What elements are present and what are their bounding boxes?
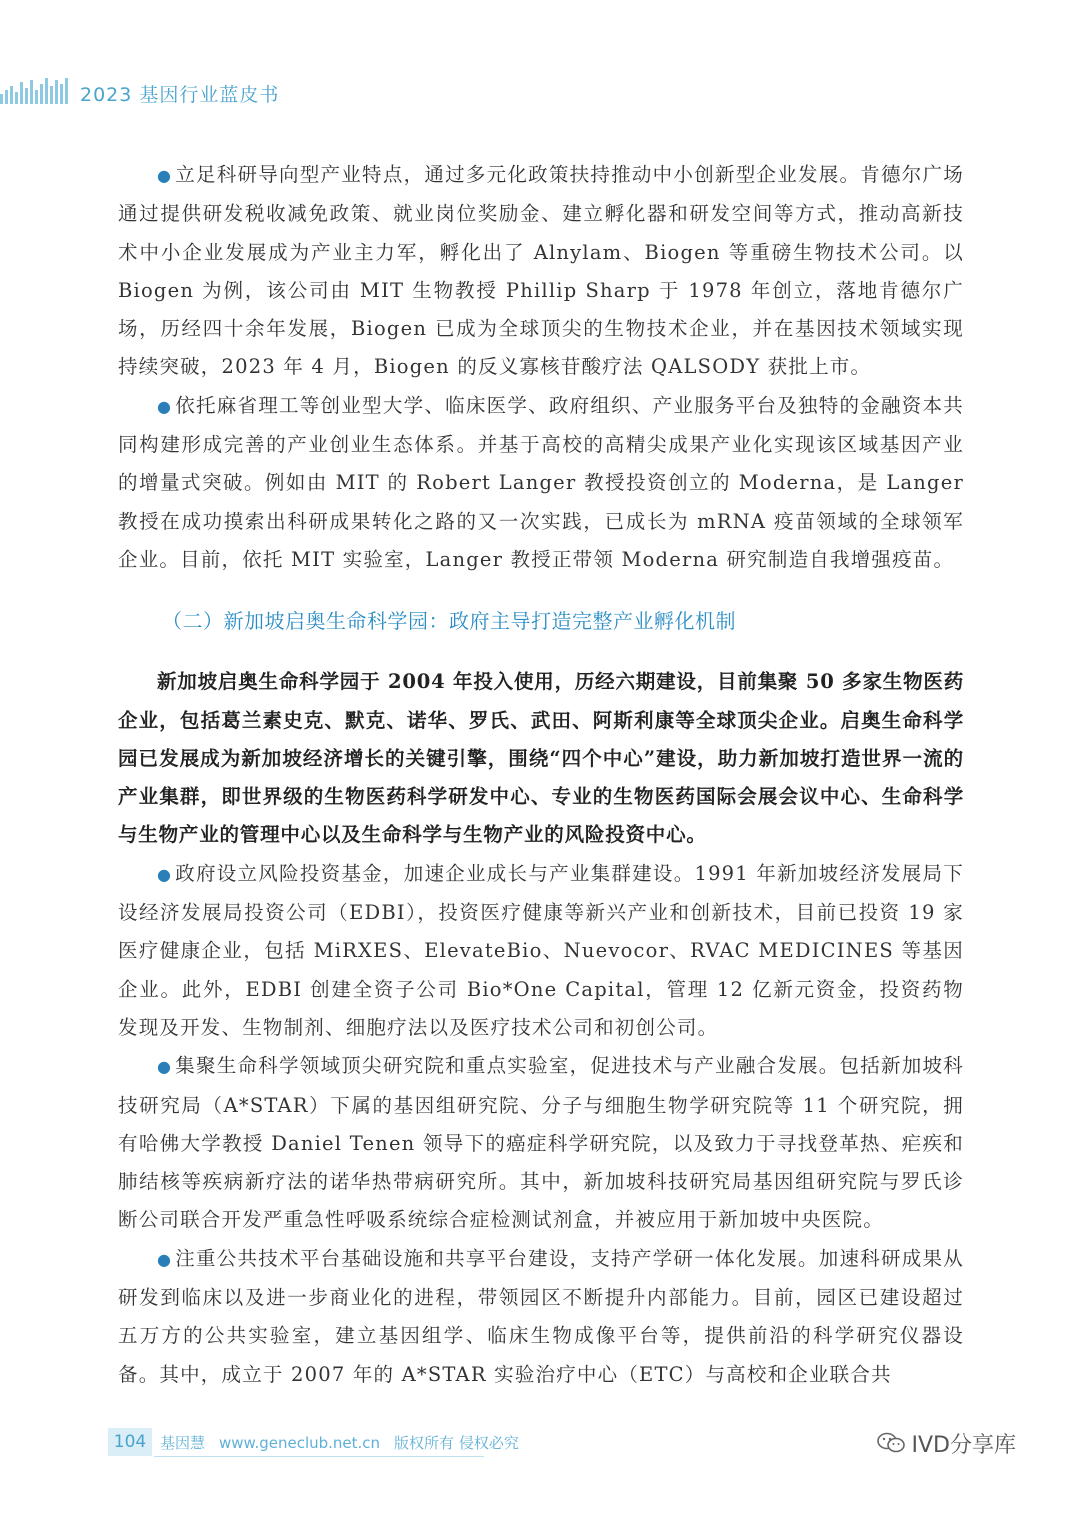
section-title-singapore: （二）新加坡启奥生命科学园：政府主导打造完整产业孵化机制 bbox=[162, 609, 736, 634]
watermark-text: IVD分享库 bbox=[911, 1432, 1016, 1458]
page-footer bbox=[108, 1428, 1048, 1458]
bullet-icon: ● bbox=[157, 396, 173, 416]
header-bars-decoration bbox=[0, 78, 70, 104]
page-header bbox=[0, 72, 1080, 112]
paragraph-research-institutes: ● 集聚生命科学领域顶尖研究院和重点实验室，促进技术与产业融合发展。包括新加坡科技研究局（A*STAR）下属的基因组研究院、分子与细胞生物学研究院等 11 个研究院，拥有哈佛大学教授 Daniel Tenen 领导下的癌症科学研究院，以及致力于寻找登革热、疟疾和肺结核等疾病新疗法的诺华热带病研究所。其中，新加坡科技研究局基因组研究院与罗氏诊断公司联合开发严重急性呼吸系统综合症检测试剂盒，并被应用于新加坡中央医院。 bbox=[118, 1054, 964, 1232]
footer-text bbox=[160, 1432, 533, 1453]
book-title: 2023 基因行业蓝皮书 bbox=[80, 84, 280, 106]
paragraph-research-oriented: ● 立足科研导向型产业特点，通过多元化政策扶持推动中小创新型企业发展。肯德尔广场通过提供研发税收减免政策、就业岗位奖励金、建立孵化器和研发空间等方式，推动高新技术中小企业发展成为产业主力军，孵化出了 Alnylam、Biogen 等重磅生物技术公司。以 Biogen 为例，该公司由 MIT 生物教授 Phillip Sharp 于 1978 年创立，落地肯德尔广场，历经四十余年发展，Biogen 已成为全球顶尖的生物技术企业，并在基因技术领域实现持续突破，2023 年 4 月，Biogen 的反义寡核苷酸疗法 QALSODY 获批上市。 bbox=[118, 163, 964, 379]
bullet-icon: ● bbox=[157, 166, 173, 185]
footer-site-name: 基因慧 bbox=[160, 1434, 206, 1452]
wechat-icon bbox=[876, 1431, 906, 1455]
paragraph-venture-fund: ● 政府设立风险投资基金，加速企业成长与产业集群建设。1991 年新加坡经济发展局下设经济发展局投资公司（EDBI），投资医疗健康等新兴产业和创新技术，目前已投资 19 家医疗健康企业，包括 MiRXES、ElevateBio、Nuevocor、RVAC MEDICINES 等基因企业。此外，EDBI 创建全资子公司 Bio*One Capital，管理 12 亿新元资金，投资药物发现及开发、生物制剂、细胞疗法以及医疗技术公司和初创公司。 bbox=[118, 861, 964, 1039]
watermark bbox=[876, 1428, 1016, 1458]
bullet-icon: ● bbox=[157, 1057, 173, 1077]
page-number: 104 bbox=[108, 1428, 152, 1456]
footer-divider bbox=[154, 1456, 484, 1457]
page-content bbox=[118, 156, 964, 1394]
footer-copyright: 版权所有 侵权必究 bbox=[394, 1434, 519, 1452]
bullet-icon: ● bbox=[157, 1249, 173, 1269]
bullet-icon: ● bbox=[157, 864, 173, 884]
paragraph-mit-ecosystem: ● 依托麻省理工等创业型大学、临床医学、政府组织、产业服务平台及独特的金融资本共同构建形成完善的产业创业生态体系。并基于高校的高精尖成果产业化实现该区域基因产业的增量式突破。例如由 MIT 的 Robert Langer 教授投资创立的 Moderna，是 Langer 教授在成功摸索出科研成果转化之路的又一次实践，已成长为 mRNA 疫苗领域的全球领军企业。目前，依托 MIT 实验室，Langer 教授正带领 Moderna 研究制造自我增强疫苗。 bbox=[118, 393, 964, 571]
paragraph-biopolis-intro: 新加坡启奥生命科学园于 2004 年投入使用，历经六期建设，目前集聚 50 多家生物医药企业，包括葛兰素史克、默克、诺华、罗氏、武田、阿斯利康等全球顶尖企业。启奥生命科学园已发展成为新加坡经济增长的关键引擎，围绕“四个中心”建设，助力新加坡打造世界一流的产业集群，即世界级的生物医药科学研发中心、专业的生物医药国际会展会议中心、生命科学与生物产业的管理中心以及生命科学与生物产业的风险投资中心。 bbox=[118, 670, 964, 847]
footer-site-url[interactable]: www.geneclub.net.cn bbox=[219, 1434, 381, 1452]
paragraph-public-platforms: ● 注重公共技术平台基础设施和共享平台建设，支持产学研一体化发展。加速科研成果从研发到临床以及进一步商业化的进程，带领园区不断提升内部能力。目前，园区已建设超过五万方的公共实验室，建立基因组学、临床生物成像平台等，提供前沿的科学研究仪器设备。其中，成立于 2007 年的 A*STAR 实验治疗中心（ETC）与高校和企业联合共 bbox=[118, 1246, 964, 1386]
